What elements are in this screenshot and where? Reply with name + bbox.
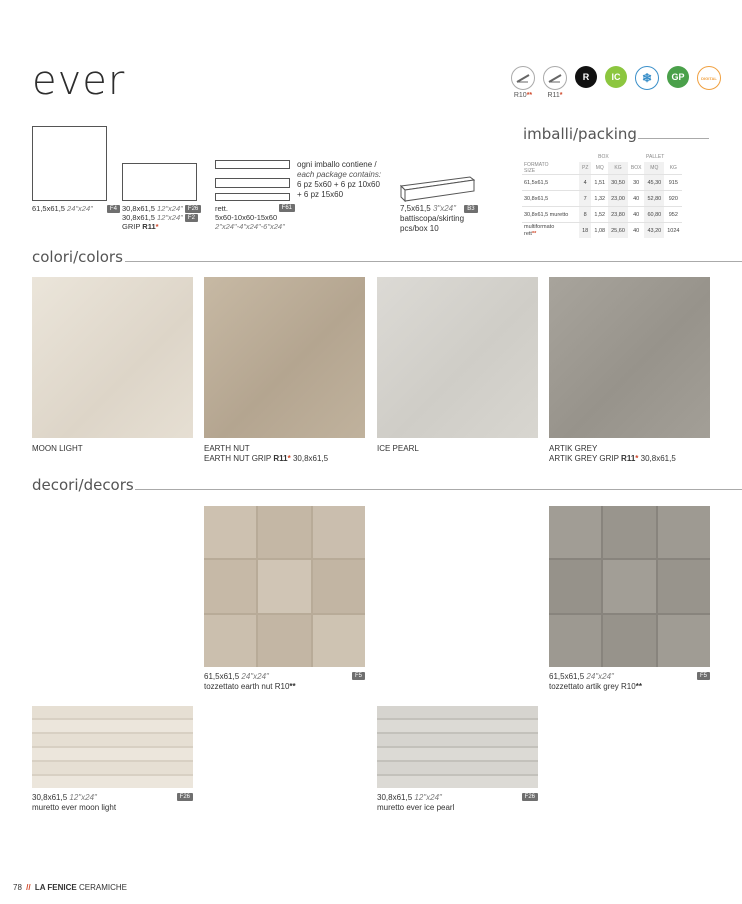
brand-name: LA FENICE — [34, 883, 77, 892]
page-number: 78 — [13, 883, 22, 892]
brand-suffix: CERAMICHE — [79, 883, 128, 892]
footer-separator: // — [26, 883, 31, 892]
format-multi-label: rett. F61 5x60-10x60-15x60 2"x24"-4"x24"-6"x24" — [215, 204, 295, 231]
caption-ice-pearl: ICE PEARL — [377, 444, 419, 453]
feature-icons — [511, 66, 721, 99]
frost-icon: ❄ — [635, 66, 659, 90]
tile-earth-nut — [204, 277, 365, 438]
digital-icon: DIGITAL — [697, 66, 721, 90]
format-61x61-shape — [32, 126, 107, 201]
tile-moon-light — [32, 277, 193, 438]
decor-muretto-moon-light — [32, 706, 193, 788]
package-note: ogni imballo contiene / each package contains: 6 pz 5x60 + 6 pz 10x60 + 6 pz 15x60 — [297, 160, 382, 199]
decor-caption-earth-nut: 61,5x61,5 24"x24" F5 tozzettato earth nut R10** — [204, 672, 365, 692]
page-title: ever — [32, 58, 126, 104]
decor-caption-artik-grey: 61,5x61,5 24"x24" F5 tozzettato artik grey R10** — [549, 672, 710, 692]
packing-row: 61,5x61,5 4 1,51 30,50 30 45,30 915 — [522, 175, 682, 191]
format-30x61-shape — [122, 163, 197, 201]
caption-moon-light: MOON LIGHT — [32, 444, 83, 453]
rectified-icon: R — [575, 66, 597, 88]
packing-row: multiformato rett** 18 1,08 25,60 40 43,20 1024 — [522, 223, 682, 239]
decor-tozzettato-earth-nut — [204, 506, 365, 667]
format-30x61-label: 30,8x61,5 12"x24" F26 30,8x61,5 12"x24" F2 GRIP R11* — [122, 204, 201, 231]
caption-earth-nut: EARTH NUT EARTH NUT GRIP R11* 30,8x61,5 — [204, 444, 329, 463]
tile-artik-grey — [549, 277, 710, 438]
packing-title: imballi/packing — [523, 125, 637, 143]
packing-table: BOX PALLET FORMATO SIZE PZ MQ KG BOX MQ KG 61,5x61,5 4 1,51 30,50 30 45,30 915 30,8x61,5 7 1,32 23,00 40 52,80 920 30,8x61,5 muretto 8 1,52 23,80 40 60,80 952 multiformato rett** 18 1,08 25,60 40 43,20 1024 — [522, 152, 682, 238]
colors-section-title: colori/colors — [32, 248, 123, 266]
colors-rule — [125, 261, 742, 262]
format-strip-5-shape — [215, 193, 290, 201]
slip-r11-icon: R11* — [543, 66, 567, 99]
format-strip-10-shape — [215, 178, 290, 188]
gres-icon: GP — [667, 66, 689, 88]
decor-muretto-ice-pearl — [377, 706, 538, 788]
decors-section-title: decori/decors — [32, 476, 134, 494]
skirting-shape — [400, 176, 475, 207]
footer — [13, 883, 127, 892]
packing-row: 30,8x61,5 7 1,32 23,00 40 52,80 920 — [522, 191, 682, 207]
caption-artik-grey: ARTIK GREY ARTIK GREY GRIP R11* 30,8x61,5 — [549, 444, 676, 463]
tile-ice-pearl — [377, 277, 538, 438]
indoor-icon: IC — [605, 66, 627, 88]
slip-r10-icon: R10** — [511, 66, 535, 99]
decor-caption-ice-pearl: 30,8x61,5 12"x24" F26 muretto ever ice pearl — [377, 793, 538, 813]
format-61x61-label: 61,5x61,5 24"x24" F4 — [32, 204, 120, 213]
format-strip-15-shape — [215, 160, 290, 169]
decor-tozzettato-artik-grey — [549, 506, 710, 667]
packing-row: 30,8x61,5 muretto 8 1,52 23,80 40 60,80 952 — [522, 207, 682, 223]
packing-rule — [638, 138, 709, 139]
decor-caption-moon-light: 30,8x61,5 12"x24" F26 muretto ever moon light — [32, 793, 193, 813]
decors-rule — [135, 489, 742, 490]
skirting-label: 7,5x61,5 3"x24" B3 battiscopa/skirting pcs/box 10 — [400, 204, 478, 234]
